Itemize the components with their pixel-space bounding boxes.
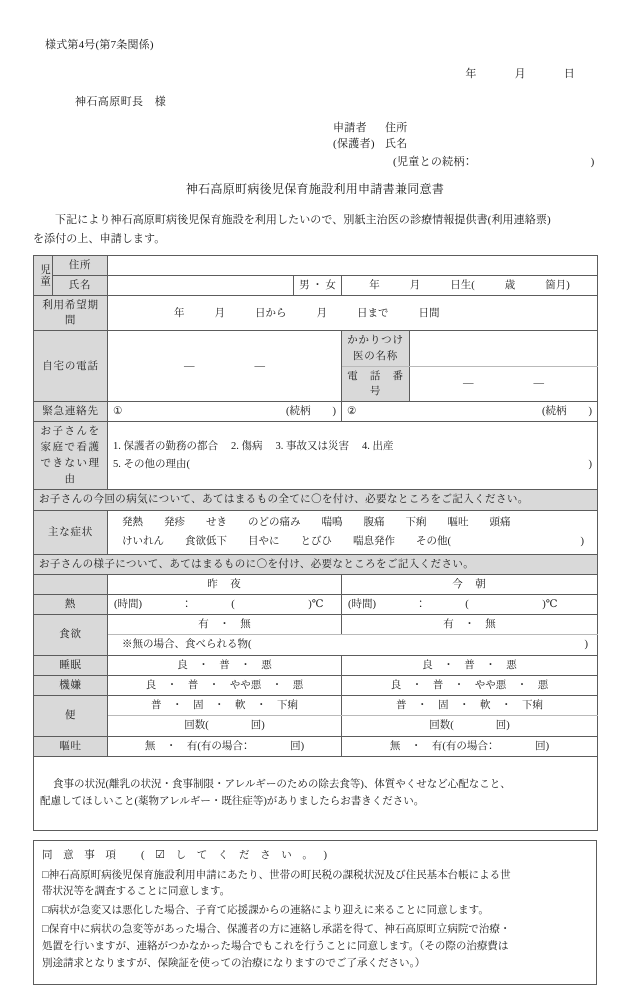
birth-age-label: 歳 xyxy=(504,279,516,291)
notes-line-2: 配慮してほしいこと(薬物アレルギー・既往症等)がありましたらお書きください。 xyxy=(40,796,425,808)
table-row-condition-fever xyxy=(34,594,598,614)
condition-label-sleep: 睡眠 xyxy=(34,655,108,675)
checkbox-icon-3[interactable]: □ xyxy=(42,922,49,935)
reason-option-5-close: ) xyxy=(588,458,593,470)
table-row-condition-banner xyxy=(34,554,598,574)
applicant-block xyxy=(33,121,597,171)
consent-item-3-line-2: 処置を行いますが、連絡がつかなかった場合でもこれを行うことに同意します。（その際の治療費は xyxy=(42,940,509,952)
symptoms-row-2[interactable]: けいれん 食欲低下 目やに とびひ 喘息発作 その他( xyxy=(122,536,451,548)
table-row-condition-stool-count xyxy=(34,716,598,736)
table-row-emergency xyxy=(34,402,598,422)
child-gender-field[interactable]: 男 ・ 女 xyxy=(294,275,342,295)
child-name-label: 氏名 xyxy=(53,275,108,295)
table-row-condition-vomiting xyxy=(34,736,598,756)
table-row-condition-header xyxy=(34,574,598,594)
birth-months-label: 箇月) xyxy=(545,279,570,291)
consent-item-3-line-1: 保育中に病状の急変等があった場合、保護者の方に連絡し承諾を得て、神石高原町立病院で治療・ xyxy=(48,923,511,935)
appetite-last-night-field[interactable]: 有 ・ 無 xyxy=(108,615,342,635)
checkbox-icon-2[interactable]: □ xyxy=(42,904,49,917)
period-month-label: 月 xyxy=(214,307,225,319)
appetite-this-morning-field[interactable]: 有 ・ 無 xyxy=(342,615,598,635)
consent-item-1-line-2: 帯状況等を調査することに同意します。 xyxy=(42,886,231,898)
period-label: 利用希望期間 xyxy=(34,295,108,330)
consent-item-1-line-1: 神石高原町病後児保育施設利用申請にあたり、世帯の町民税の課税状況及び住民基本台帳による世 xyxy=(48,869,511,881)
consent-title xyxy=(42,847,588,865)
table-row-child-name xyxy=(34,275,598,295)
table-row-illness-banner xyxy=(34,490,598,510)
period-from-label: 日から xyxy=(255,307,287,319)
consent-title-suffix: し て く だ さ い 。 ) xyxy=(169,849,331,861)
consent-title-prefix: 同 意 事 項 ( xyxy=(42,849,156,861)
doctor-name-label: かかりつけ医の名称 xyxy=(342,331,410,366)
consent-box xyxy=(33,840,597,985)
doctor-dash-1: — xyxy=(463,378,474,390)
checked-checkbox-icon: ☑ xyxy=(155,848,169,861)
date-month-label: 月 xyxy=(514,67,526,80)
sleep-last-night-field[interactable]: 良 ・ 普 ・ 悪 xyxy=(108,655,342,675)
reason-field[interactable] xyxy=(108,422,598,490)
emergency-contact-1-field[interactable] xyxy=(108,402,342,422)
table-row-symptoms xyxy=(34,510,598,554)
symptoms-field[interactable] xyxy=(108,510,598,554)
condition-label-appetite: 食欲 xyxy=(34,615,108,655)
phone-dash-2: — xyxy=(254,360,265,372)
period-year-label: 年 xyxy=(174,307,185,319)
child-birthdate-field[interactable] xyxy=(342,275,598,295)
child-group-label: 児童 xyxy=(34,255,53,295)
period-days-label: 日間 xyxy=(418,307,440,319)
relation-close-paren: ) xyxy=(590,155,595,168)
symptoms-label: 主な症状 xyxy=(34,510,108,554)
stool-last-night-field[interactable]: 普 ・ 固 ・ 軟 ・ 下痢 xyxy=(108,696,342,716)
date-line xyxy=(33,67,597,83)
symptoms-row-2-close: ) xyxy=(580,536,585,548)
condition-label-mood: 機嫌 xyxy=(34,675,108,695)
appetite-note-label: ※無の場合、食べられる物( xyxy=(122,639,252,651)
column-header-last-night: 昨 夜 xyxy=(108,574,342,594)
vomiting-last-night-field[interactable]: 無 ・ 有(有の場合： 回) xyxy=(108,736,342,756)
table-row-condition-sleep xyxy=(34,655,598,675)
doctor-name-field[interactable] xyxy=(410,331,598,366)
emergency-2-close: ) xyxy=(588,406,593,418)
sleep-this-morning-field[interactable]: 良 ・ 普 ・ 悪 xyxy=(342,655,598,675)
column-header-this-morning: 今 朝 xyxy=(342,574,598,594)
relation-label: (児童との続柄： xyxy=(393,155,471,168)
child-address-label: 住所 xyxy=(53,255,108,275)
table-row-period xyxy=(34,295,598,330)
stool-count-this-morning-field[interactable]: 回数( 回) xyxy=(342,716,598,736)
reason-label: お子さんを家庭で看護できない理由 xyxy=(34,422,108,490)
symptoms-row-1[interactable]: 発熱 発疹 せき のどの痛み 喘鳴 腹痛 下痢 嘔吐 頭痛 xyxy=(122,516,511,528)
emergency-contact-2-field[interactable] xyxy=(342,402,598,422)
form-number: 様式第4号(第7条関係) xyxy=(45,39,154,51)
addressee: 神石高原町長 様 xyxy=(75,95,167,108)
intro-line-1: 下記により神石高原町病後児保育施設を利用したいので、別紙主治医の診療情報提供書(利用連絡票) xyxy=(55,214,551,227)
mood-this-morning-field[interactable]: 良 ・ 普 ・ やや悪 ・ 悪 xyxy=(342,675,598,695)
period-month2-label: 月 xyxy=(316,307,327,319)
table-row-home-phone xyxy=(34,331,598,366)
table-row-condition-mood xyxy=(34,675,598,695)
date-year-label: 年 xyxy=(465,67,477,80)
emergency-1-close: ) xyxy=(332,406,336,418)
child-address-field[interactable] xyxy=(108,255,598,275)
birth-year-label: 年 xyxy=(369,279,380,291)
emergency-1-marker: ① xyxy=(113,406,123,418)
table-row-notes xyxy=(34,756,598,830)
date-day-label: 日 xyxy=(563,67,575,80)
table-row-child-address xyxy=(34,255,598,275)
applicant-address-row xyxy=(33,121,597,137)
checkbox-icon-1[interactable]: □ xyxy=(42,868,49,881)
phone-dash-1: — xyxy=(184,360,195,372)
application-table xyxy=(33,255,598,831)
applicant-address-label: 住所 xyxy=(385,121,408,134)
appetite-note-field[interactable] xyxy=(108,635,598,655)
stool-this-morning-field[interactable]: 普 ・ 固 ・ 軟 ・ 下痢 xyxy=(342,696,598,716)
doctor-phone-field[interactable] xyxy=(410,366,598,401)
fever-last-night-field[interactable]: (時間) ： ( )℃ xyxy=(108,594,342,614)
child-name-field[interactable] xyxy=(108,275,294,295)
condition-corner-cell xyxy=(34,574,108,594)
notes-line-1: 食事の状況(離乳の状況・食事制限・アレルギーのための除去食等)、体質やくせなど心配なこと、 xyxy=(53,778,511,790)
table-row-reason xyxy=(34,422,598,490)
condition-banner: お子さんの様子について、あてはまるものに〇を付け、必要なところをご記入ください。 xyxy=(34,554,598,574)
intro-paragraph xyxy=(33,211,597,250)
consent-item-3[interactable] xyxy=(42,921,588,972)
consent-item-2-line-1: 病状が急変又は悪化した場合、子育て応援課からの連絡により迎えに来ることに同意します。 xyxy=(48,905,489,917)
guardian-name-row xyxy=(33,137,597,153)
table-row-condition-appetite xyxy=(34,615,598,635)
reason-option-1[interactable]: 1. 保護者の勤務の都合 xyxy=(113,441,218,453)
symptoms-row-2-wrap[interactable] xyxy=(122,532,592,551)
relation-row xyxy=(33,155,597,171)
page-title: 神石高原町病後児保育施設利用申請書兼同意書 xyxy=(185,181,445,196)
home-phone-field[interactable] xyxy=(108,331,342,402)
birth-day-label: 日生( xyxy=(450,279,475,291)
reason-option-4[interactable]: 4. 出産 xyxy=(362,441,394,453)
doctor-dash-2: — xyxy=(533,378,545,390)
applicant-label: 申請者 xyxy=(333,121,367,134)
consent-item-2[interactable] xyxy=(42,902,588,920)
birth-month-label: 月 xyxy=(409,279,421,291)
table-row-condition-appetite-note xyxy=(34,635,598,655)
notes-field[interactable] xyxy=(34,756,598,830)
reason-option-3[interactable]: 3. 事故又は災害 xyxy=(275,441,349,453)
table-row-condition-stool xyxy=(34,696,598,716)
condition-label-vomiting: 嘔吐 xyxy=(34,736,108,756)
period-to-label: 日まで xyxy=(357,307,389,319)
doctor-phone-label: 電 話 番 号 xyxy=(342,366,410,401)
intro-line-2: を添付の上、申請します。 xyxy=(33,233,166,246)
period-field[interactable] xyxy=(108,295,598,330)
home-phone-label: 自宅の電話 xyxy=(34,331,108,402)
condition-label-fever: 熱 xyxy=(34,594,108,614)
mood-last-night-field[interactable]: 良 ・ 普 ・ やや悪 ・ 悪 xyxy=(108,675,342,695)
guardian-label: (保護者) xyxy=(333,137,375,150)
illness-banner: お子さんの今回の病気について、あてはまるもの全てに〇を付け、必要なところをご記入ください。 xyxy=(34,490,598,510)
emergency-label: 緊急連絡先 xyxy=(34,402,108,422)
stool-count-last-night-field[interactable]: 回数( 回) xyxy=(108,716,342,736)
reason-option-5[interactable]: 5. その他の理由( xyxy=(113,458,190,470)
condition-label-stool: 便 xyxy=(34,696,108,736)
guardian-name-label: 氏名 xyxy=(385,137,408,150)
emergency-2-relation-label: (続柄 xyxy=(542,406,567,418)
fever-this-morning-field[interactable]: (時間) ： ( )℃ xyxy=(342,594,598,614)
emergency-2-marker: ② xyxy=(347,406,357,418)
appetite-note-close: ) xyxy=(584,639,589,651)
emergency-1-relation-label: (続柄 xyxy=(286,406,311,418)
reason-option-2[interactable]: 2. 傷病 xyxy=(231,441,263,453)
consent-item-3-line-3: 別途請求となりますが、保険証を使っての治療になりますのでご了承ください。） xyxy=(42,957,426,969)
consent-item-1[interactable] xyxy=(42,867,588,902)
vomiting-this-morning-field[interactable]: 無 ・ 有(有の場合： 回) xyxy=(342,736,598,756)
